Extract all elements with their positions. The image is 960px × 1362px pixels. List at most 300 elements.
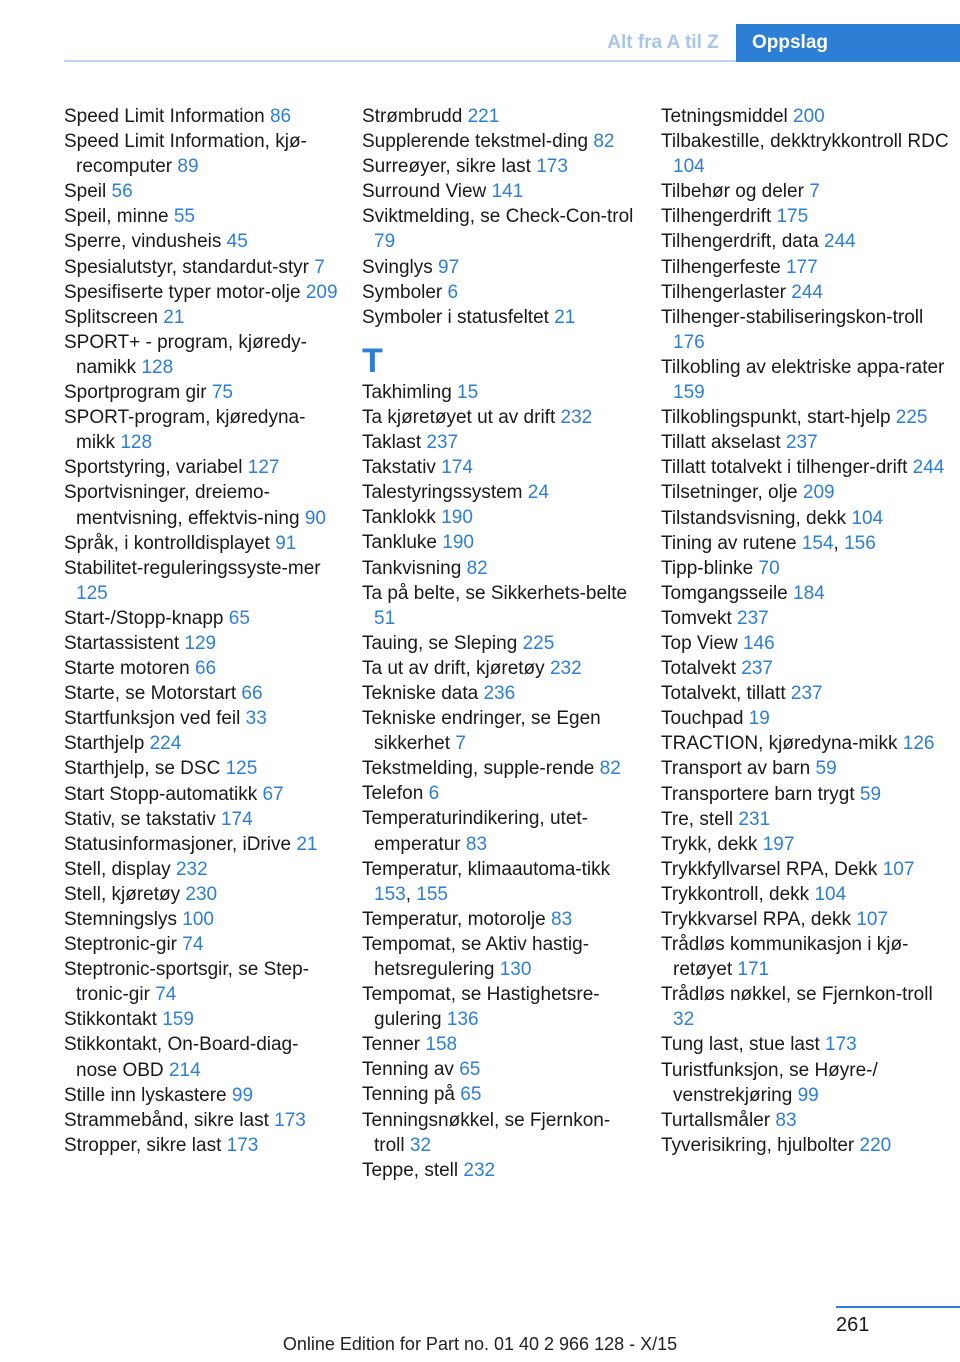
- page-reference-link[interactable]: 67: [262, 783, 284, 805]
- index-entry: [362, 581, 637, 631]
- index-entry: [661, 631, 951, 656]
- page-reference-link[interactable]: 158: [425, 1034, 458, 1056]
- page-reference-link[interactable]: 232: [549, 657, 582, 679]
- page-reference-link[interactable]: 220: [859, 1134, 892, 1156]
- page-reference-link[interactable]: 82: [599, 758, 621, 780]
- page-reference-link[interactable]: 146: [743, 632, 775, 654]
- page-reference-link[interactable]: 7: [314, 256, 325, 278]
- page-reference-link[interactable]: 173: [274, 1109, 306, 1131]
- page-reference-link[interactable]: 232: [463, 1159, 496, 1181]
- index-term: Sportprogram gir: [64, 382, 207, 404]
- page-reference-link[interactable]: 129: [184, 632, 217, 654]
- index-term: Stropper, sikre last: [64, 1134, 222, 1156]
- page-reference-link[interactable]: 32: [673, 1009, 695, 1031]
- index-entry: [64, 280, 339, 305]
- index-term: Ta ut av drift, kjøretøy: [362, 657, 545, 679]
- page-reference-link[interactable]: 83: [551, 908, 573, 930]
- page-reference-link[interactable]: 231: [738, 808, 771, 830]
- page-reference-link[interactable]: 175: [776, 206, 809, 228]
- page-reference-link[interactable]: 66: [241, 683, 263, 705]
- page-reference-link[interactable]: 6: [447, 281, 459, 303]
- page-reference-link[interactable]: 221: [467, 106, 500, 127]
- page-reference-link[interactable]: 100: [182, 909, 214, 930]
- index-entry: [362, 1057, 637, 1082]
- index-entry: [661, 882, 951, 907]
- index-entry: [362, 556, 637, 581]
- index-term: Ta på belte, se Sikkerhets-belte: [362, 582, 628, 604]
- page-reference-link[interactable]: 230: [185, 883, 218, 905]
- index-term: Starte, se Motorstart: [64, 683, 237, 705]
- page-reference-link[interactable]: 130: [499, 959, 532, 980]
- page-reference-link[interactable]: 125: [76, 582, 108, 604]
- page-reference-link[interactable]: 89: [177, 156, 199, 178]
- page-reference-link[interactable]: 184: [793, 582, 825, 604]
- index-term: Start Stopp-automatikk: [64, 783, 258, 805]
- page-reference-link[interactable]: 99: [797, 1084, 819, 1106]
- index-entry: [362, 706, 637, 756]
- index-term: Start-/Stopp-knapp: [64, 607, 224, 629]
- index-entry: [362, 305, 637, 330]
- index-term: Temperatur, klimaautoma-tikk: [362, 858, 611, 880]
- index-letter-heading: T: [362, 341, 383, 380]
- index-entry: [362, 1032, 637, 1057]
- index-entry: [362, 806, 637, 856]
- index-term: Tilkobling av elektriske appa-rater: [661, 356, 945, 378]
- index-column-1: [64, 104, 339, 1158]
- index-entry: [64, 455, 339, 480]
- page-reference-link[interactable]: 141: [491, 181, 524, 203]
- index-entry: [661, 982, 951, 1032]
- index-term: SPORT-program, kjøredyna-mikk: [64, 407, 306, 454]
- index-entry: [64, 656, 339, 681]
- index-term: Trådløs nøkkel, se Fjernkon-troll: [661, 984, 933, 1006]
- index-entry: [661, 305, 951, 355]
- index-entry: [362, 505, 637, 530]
- page-reference-link[interactable]: 91: [275, 532, 297, 554]
- index-entry: [64, 807, 339, 832]
- index-term: Starthjelp: [64, 733, 145, 755]
- page-reference-link[interactable]: 190: [442, 532, 474, 554]
- page-reference-link[interactable]: 237: [790, 683, 823, 705]
- index-entry: [661, 204, 951, 229]
- index-term: Tre, stell: [661, 808, 734, 830]
- index-entry: [661, 581, 951, 606]
- index-entry: Tining av rutene 154, 156: [661, 532, 876, 554]
- page-reference-link[interactable]: 21: [296, 833, 318, 855]
- index-entry: [362, 204, 637, 254]
- index-entry: [661, 932, 951, 982]
- page-reference-link[interactable]: 244: [824, 231, 856, 253]
- index-term: Stille inn lyskastere: [64, 1084, 227, 1106]
- index-entry: [64, 957, 339, 1007]
- index-term: Tillatt akselast: [661, 432, 781, 454]
- page-reference-link[interactable]: 237: [426, 432, 459, 454]
- page-reference-link[interactable]: 173: [536, 156, 568, 178]
- page-reference-link[interactable]: 104: [673, 156, 705, 178]
- index-term: Sportvisninger, dreiemo-mentvisning, effektvis-ning: [64, 482, 300, 529]
- page-reference-link[interactable]: 173: [226, 1134, 259, 1156]
- index-entry: [64, 681, 339, 706]
- index-entry: [661, 807, 951, 832]
- page-reference-link[interactable]: 171: [737, 959, 770, 981]
- index-entry: [661, 229, 951, 254]
- page-reference-link[interactable]: 90: [304, 507, 326, 529]
- index-entry: [661, 1108, 951, 1133]
- index-entry: [661, 706, 951, 731]
- page-number: 261: [836, 1314, 870, 1336]
- index-term: Statusinformasjoner, iDrive: [64, 833, 292, 855]
- index-entry: [64, 1133, 339, 1158]
- page-reference-link[interactable]: 209: [802, 482, 835, 504]
- page-reference-link[interactable]: 156: [844, 532, 876, 554]
- index-term: Transportere barn trygt: [661, 783, 855, 805]
- index-entry: [362, 982, 637, 1032]
- page-reference-link[interactable]: 33: [245, 708, 267, 730]
- index-entry: [661, 280, 951, 305]
- index-entry: [362, 932, 637, 982]
- index-entry: [64, 907, 339, 932]
- page-reference-link[interactable]: 153: [374, 883, 406, 905]
- index-term: Ta kjøretøyet ut av drift: [362, 406, 556, 428]
- page-reference-link[interactable]: 82: [593, 131, 615, 153]
- page-reference-link[interactable]: 86: [269, 106, 292, 127]
- index-entry: [64, 179, 339, 204]
- page-reference-link[interactable]: 128: [141, 356, 174, 378]
- index-entry: [661, 255, 951, 280]
- index-term: Sportstyring, variabel: [64, 457, 243, 479]
- index-term: Stell, kjøretøy: [64, 883, 181, 905]
- index-entry: [362, 781, 637, 806]
- page-reference-link[interactable]: 197: [762, 833, 795, 855]
- index-term: Talestyringssystem: [362, 482, 523, 504]
- index-term: Turtallsmåler: [661, 1109, 771, 1131]
- index-term: Turistfunksjon, se Høyre-/ venstrekjøring: [661, 1059, 878, 1106]
- index-entry: [64, 1108, 339, 1133]
- index-term: Speed Limit Information: [64, 106, 265, 127]
- index-term: Spesifiserte typer motor-olje: [64, 281, 301, 303]
- page-reference-link[interactable]: 21: [554, 306, 576, 328]
- index-term: Spesialutstyr, standardut-styr: [64, 256, 309, 278]
- index-entry: [661, 731, 951, 756]
- page-reference-link[interactable]: 244: [791, 281, 823, 303]
- index-term: Tetningsmiddel: [661, 106, 788, 127]
- index-term: Tenningsnøkkel, se Fjernkon-troll: [362, 1109, 611, 1156]
- page-reference-link[interactable]: 74: [155, 984, 177, 1006]
- index-entry: [362, 255, 637, 280]
- index-entry: [661, 556, 951, 581]
- index-entry: [362, 480, 637, 505]
- index-entry: [661, 179, 951, 204]
- index-entry: [64, 882, 339, 907]
- index-entry: [661, 455, 951, 480]
- index-term: Tilkoblingspunkt, start-hjelp: [661, 407, 891, 429]
- index-term: Språk, i kontrolldisplayet: [64, 532, 270, 554]
- page-reference-link[interactable]: 24: [527, 482, 549, 504]
- index-term: Tillatt totalvekt i tilhenger-drift: [661, 457, 908, 479]
- index-term: Tyverisikring, hjulbolter: [661, 1134, 855, 1156]
- page-reference-link[interactable]: 177: [785, 256, 818, 278]
- index-entry: [64, 305, 339, 330]
- index-term: Surround View: [362, 181, 487, 203]
- page-reference-link[interactable]: 75: [211, 382, 233, 404]
- page-reference-link[interactable]: 59: [815, 758, 837, 780]
- page-reference-link[interactable]: 104: [851, 507, 884, 529]
- index-term: Tilhengerdrift, data: [661, 231, 819, 253]
- index-term: TRACTION, kjøredyna-mikk: [661, 733, 898, 755]
- page-reference-link[interactable]: 107: [856, 909, 889, 930]
- index-entry: [64, 631, 339, 656]
- page-reference-link[interactable]: 59: [859, 783, 882, 805]
- page-reference-link[interactable]: 7: [455, 733, 466, 755]
- page-reference-link[interactable]: 19: [748, 708, 770, 730]
- index-entry: [362, 656, 637, 681]
- index-term: Takhimling: [362, 381, 452, 403]
- index-entry: [64, 782, 339, 807]
- index-entry: [362, 1158, 637, 1183]
- index-entry: [362, 907, 637, 932]
- page-reference-link[interactable]: 45: [226, 231, 248, 253]
- index-term: Surreøyer, sikre last: [362, 156, 531, 178]
- index-term: Trådløs kommunikasjon i kjø-retøyet: [661, 934, 909, 981]
- index-entry: [64, 405, 339, 455]
- page-reference-link[interactable]: 97: [438, 256, 460, 278]
- page-reference-link[interactable]: 79: [374, 231, 396, 253]
- index-entry: [64, 756, 339, 781]
- index-entry: [362, 530, 637, 555]
- index-term: Splitscreen: [64, 306, 158, 328]
- index-term: Tining av rutene: [661, 532, 797, 554]
- index-term: Tekniske data: [362, 682, 479, 704]
- index-term: Tanklokk: [362, 507, 436, 529]
- index-entry: [362, 405, 637, 430]
- index-term: Temperaturindikering, utet-emperatur: [362, 808, 588, 855]
- index-term: Starte motoren: [64, 658, 190, 680]
- page-reference-link[interactable]: 225: [522, 632, 555, 654]
- index-entry: [64, 1032, 339, 1082]
- index-entry: [64, 531, 339, 556]
- chapter-tab: Oppslag: [736, 24, 960, 62]
- page-reference-link[interactable]: 65: [228, 607, 250, 629]
- page-reference-link[interactable]: 99: [231, 1084, 254, 1106]
- page-reference-link[interactable]: 128: [120, 432, 153, 454]
- index-entry: [362, 380, 637, 405]
- index-entry: [362, 631, 637, 656]
- index-entry: [661, 857, 951, 882]
- index-term: Tauing, se Sleping: [362, 632, 518, 654]
- page-reference-link[interactable]: 82: [466, 557, 488, 579]
- index-entry: [661, 907, 951, 932]
- index-term: Startfunksjon ved feil: [64, 708, 241, 730]
- index-term: Touchpad: [661, 708, 744, 730]
- page-reference-link[interactable]: 104: [814, 883, 847, 905]
- index-entry: [362, 280, 637, 305]
- index-entry: [661, 782, 951, 807]
- page-reference-link[interactable]: 200: [793, 106, 825, 127]
- page-reference-link[interactable]: 237: [741, 658, 773, 680]
- index-entry: [64, 706, 339, 731]
- index-entry: [362, 179, 637, 204]
- index-term: Speil, minne: [64, 206, 169, 228]
- index-term: Strømbrudd: [362, 106, 463, 127]
- page-reference-link[interactable]: 236: [483, 682, 516, 704]
- index-term: Stikkontakt: [64, 1009, 157, 1031]
- index-term: Supplerende tekstmel-ding: [362, 131, 589, 153]
- page-reference-link[interactable]: 174: [220, 808, 253, 830]
- index-term: Totalvekt, tillatt: [661, 683, 786, 705]
- page-reference-link[interactable]: 7: [809, 181, 820, 203]
- index-entry: [64, 229, 339, 254]
- page-reference-link[interactable]: 237: [785, 432, 818, 454]
- index-entry: [64, 129, 339, 179]
- index-term: Stell, display: [64, 858, 171, 880]
- index-entry: [661, 832, 951, 857]
- index-term: Taklast: [362, 432, 422, 454]
- index-term: Svinglys: [362, 256, 433, 278]
- index-term: Stativ, se takstativ: [64, 808, 216, 830]
- index-term: Tempomat, se Aktiv hastig-hetsregulering: [362, 933, 590, 980]
- index-entry: [64, 480, 339, 530]
- index-term: Tilhengerfeste: [661, 256, 781, 278]
- index-term: Totalvekt: [661, 658, 736, 680]
- index-entry: Temperatur, klimaautoma-tikk 153, 155: [362, 858, 611, 905]
- page-reference-link[interactable]: 126: [902, 733, 935, 755]
- index-term: Top View: [661, 632, 738, 654]
- page-reference-link[interactable]: 127: [247, 457, 280, 479]
- edition-footer: Online Edition for Part no. 01 40 2 966 128 - X/15: [282, 1334, 678, 1354]
- page-reference-link[interactable]: 209: [305, 281, 338, 303]
- page-reference-link[interactable]: 51: [374, 607, 396, 629]
- index-term: Symboler i statusfeltet: [362, 306, 549, 328]
- index-term: Tankvisning: [362, 557, 462, 579]
- index-term: Trykkfyllvarsel RPA, Dekk: [661, 858, 878, 880]
- index-entry: [661, 681, 951, 706]
- index-term: Stemningslys: [64, 909, 177, 930]
- page-reference-link[interactable]: 56: [111, 181, 133, 203]
- page-reference-link[interactable]: 173: [825, 1034, 857, 1056]
- page-reference-link[interactable]: 154: [801, 532, 834, 554]
- page-reference-link[interactable]: 83: [465, 833, 488, 855]
- page-reference-link[interactable]: 6: [428, 783, 440, 805]
- index-term: Trykkvarsel RPA, dekk: [661, 909, 852, 930]
- page-reference-link[interactable]: 136: [446, 1009, 479, 1031]
- page-reference-link[interactable]: 55: [173, 206, 195, 228]
- page-reference-link[interactable]: 32: [409, 1134, 432, 1156]
- page-reference-link[interactable]: 174: [441, 457, 473, 479]
- page-reference-link[interactable]: 155: [416, 883, 448, 905]
- index-entry: [64, 832, 339, 857]
- index-term: Stikkontakt, On-Board-diag-nose OBD: [64, 1034, 299, 1081]
- page-reference-link[interactable]: 159: [673, 382, 705, 404]
- page-reference-link[interactable]: 232: [175, 858, 208, 880]
- page-reference-link[interactable]: 225: [895, 407, 928, 429]
- page-reference-link[interactable]: 237: [737, 607, 769, 629]
- index-term: Tomgangsseile: [661, 582, 788, 604]
- page-reference-link[interactable]: 224: [149, 733, 182, 755]
- page-reference-link[interactable]: 214: [168, 1059, 201, 1081]
- index-term: Steptronic-gir: [64, 934, 177, 956]
- index-entry: [64, 606, 339, 631]
- index-term: Tilbakestille, dekktrykkontroll RDC: [661, 131, 949, 153]
- index-entry: [362, 104, 637, 129]
- index-entry: [661, 129, 951, 179]
- index-entry: [661, 104, 951, 129]
- index-entry: [661, 1058, 951, 1108]
- index-entry: [661, 480, 951, 505]
- index-entry: [64, 556, 339, 606]
- index-term: Tilhengerlaster: [661, 281, 786, 303]
- index-entry: [64, 204, 339, 229]
- index-entry: [64, 857, 339, 882]
- index-entry: [64, 380, 339, 405]
- index-term: Takstativ: [362, 457, 436, 479]
- index-term: Tankluke: [362, 532, 437, 554]
- index-term: Tilstandsvisning, dekk: [661, 507, 847, 529]
- page-reference-link[interactable]: 176: [673, 331, 705, 353]
- index-entry: [64, 1083, 339, 1108]
- page-reference-link[interactable]: 159: [162, 1009, 194, 1031]
- page-reference-link[interactable]: 21: [163, 306, 185, 328]
- index-term: Tekstmelding, supple-rende: [362, 758, 595, 780]
- page-reference-link[interactable]: 107: [882, 858, 915, 880]
- page-reference-link[interactable]: 70: [758, 557, 780, 579]
- index-entry: [661, 430, 951, 455]
- page-reference-link[interactable]: 190: [441, 507, 473, 529]
- index-term: Tomvekt: [661, 607, 732, 629]
- page-reference-link[interactable]: 65: [460, 1084, 482, 1106]
- index-term: Tenning av: [362, 1059, 454, 1081]
- index-term: Tilsetninger, olje: [661, 482, 798, 504]
- index-term: Stabilitet-reguleringssyste-mer: [64, 557, 321, 579]
- index-term: Tempomat, se Hastighetsre-gulering: [362, 984, 600, 1031]
- page-reference-link[interactable]: 232: [560, 406, 593, 428]
- index-term: Telefon: [362, 783, 424, 805]
- page-reference-link[interactable]: 66: [194, 658, 217, 680]
- page-reference-link[interactable]: 125: [225, 758, 258, 780]
- index-term: Temperatur, motorolje: [362, 908, 546, 930]
- footer-rule: [836, 1306, 960, 1308]
- index-term: Teppe, stell: [362, 1159, 459, 1181]
- index-entry: [362, 430, 637, 455]
- index-term: Tung last, stue last: [661, 1034, 820, 1056]
- index-entry: [64, 932, 339, 957]
- index-term: Tilbehør og deler: [661, 181, 804, 203]
- index-term: Sperre, vindusheis: [64, 231, 222, 253]
- index-entry: [661, 405, 951, 430]
- index-entry: [661, 1032, 951, 1057]
- index-entry: [64, 330, 339, 380]
- index-entry: [661, 656, 951, 681]
- page-reference-link[interactable]: 65: [459, 1059, 481, 1081]
- index-entry: [661, 1133, 951, 1158]
- index-term: Symboler: [362, 281, 443, 303]
- index-term: Sviktmelding, se Check-Con-trol: [362, 206, 634, 228]
- index-column-2: [362, 104, 637, 1183]
- index-entry: [661, 606, 951, 631]
- index-term: Transport av barn: [661, 758, 811, 780]
- index-entry: [661, 756, 951, 781]
- page-reference-link[interactable]: 15: [457, 381, 479, 403]
- index-entry: [362, 129, 637, 154]
- index-entry: [362, 1108, 637, 1158]
- index-entry: [64, 731, 339, 756]
- index-term: Tekniske endringer, se Egen sikkerhet: [362, 708, 601, 755]
- index-term: Starthjelp, se DSC: [64, 758, 221, 780]
- page-reference-link[interactable]: 244: [912, 457, 945, 479]
- index-entry: [362, 154, 637, 179]
- page-reference-link[interactable]: 83: [775, 1109, 797, 1131]
- index-term: Tenning på: [362, 1084, 455, 1106]
- page-reference-link[interactable]: 74: [182, 934, 204, 956]
